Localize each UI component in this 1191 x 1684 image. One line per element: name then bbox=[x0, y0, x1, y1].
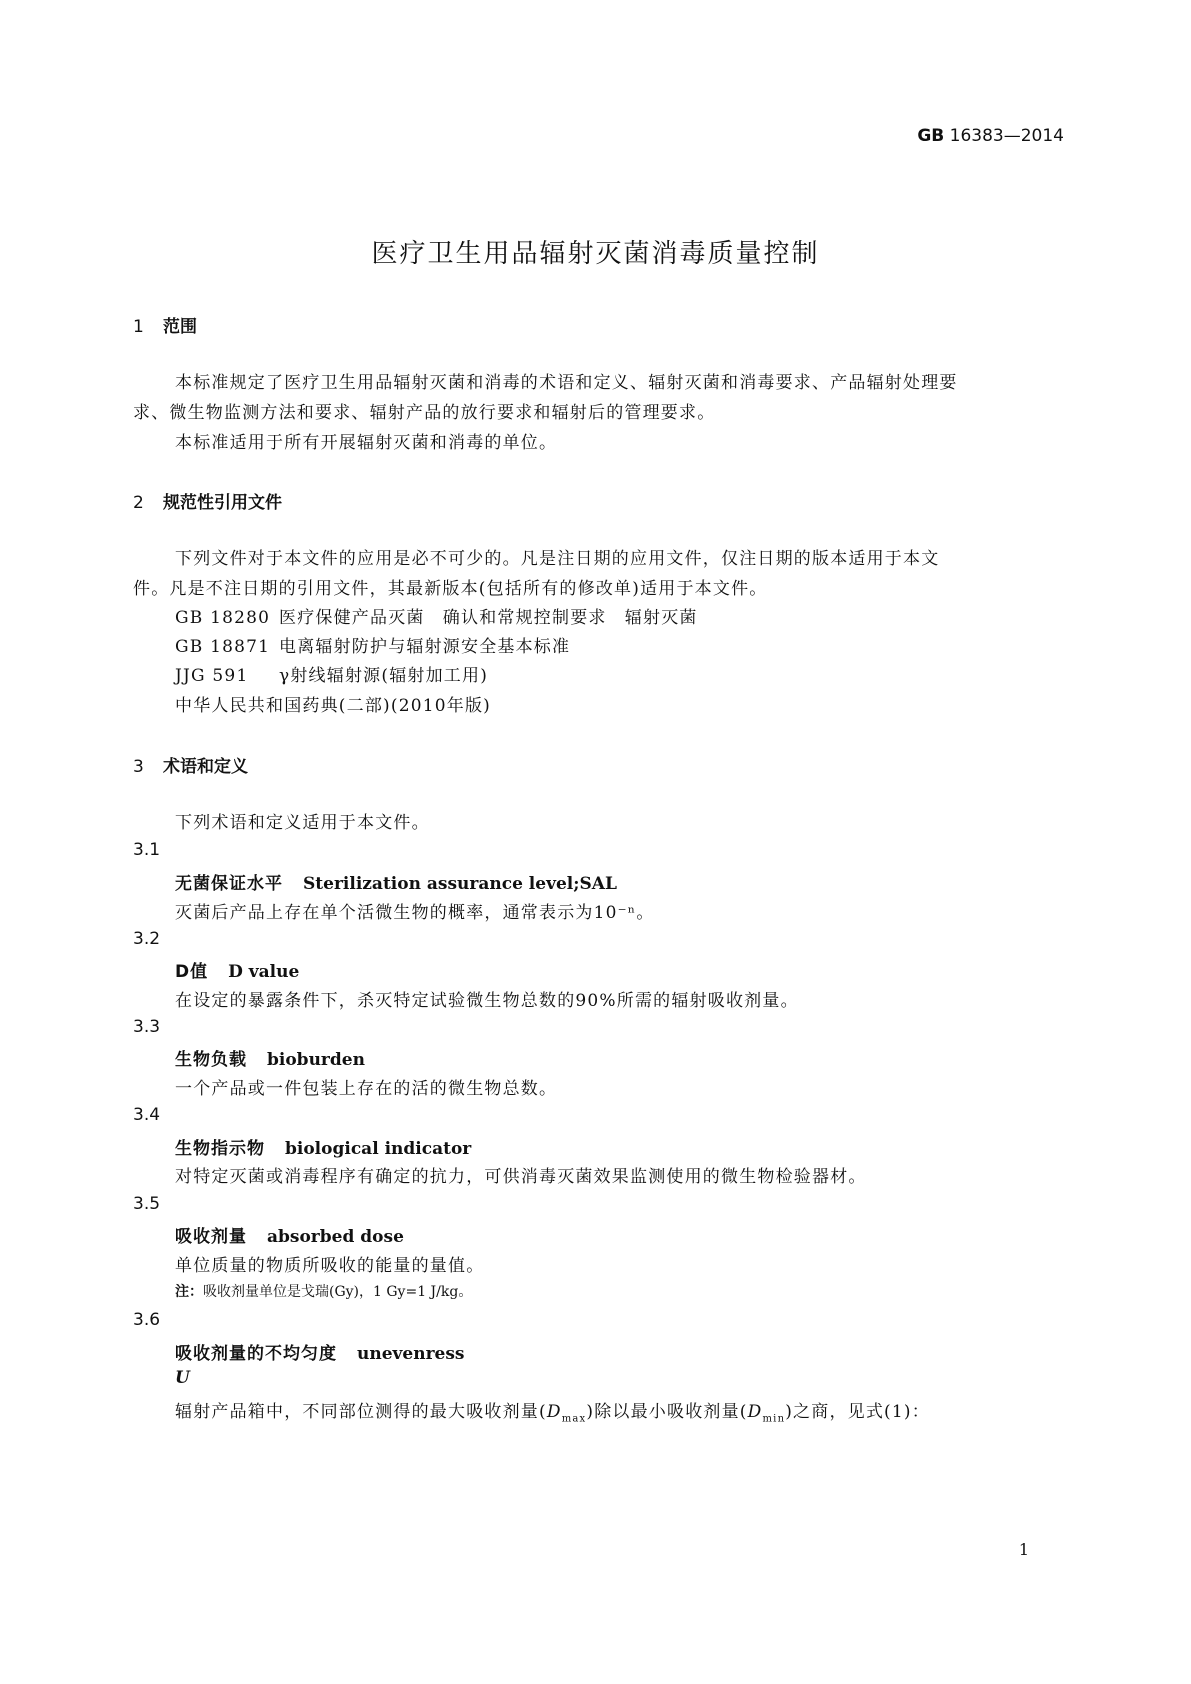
definition-part: 辐射产品箱中，不同部位测得的最大吸收剂量( bbox=[175, 1402, 547, 1422]
page-number: 1 bbox=[1018, 1540, 1029, 1559]
standard-prefix: GB bbox=[917, 126, 945, 146]
symbol-u: U bbox=[175, 1368, 190, 1388]
term-chinese: 生物指示物 bbox=[175, 1139, 265, 1159]
section-1-paragraph-line: 本标准规定了医疗卫生用品辐射灭菌和消毒的术语和定义、辐射灭菌和消毒要求、产品辐射处理要 bbox=[175, 373, 958, 393]
term-heading bbox=[175, 957, 299, 982]
section-title: 术语和定义 bbox=[163, 757, 248, 777]
note-text: 吸收剂量单位是戈瑞(Gy)，1 Gy=1 J/kg。 bbox=[203, 1284, 473, 1300]
section-title: 规范性引用文件 bbox=[163, 493, 282, 513]
standard-number-header bbox=[917, 126, 1064, 146]
term-english: Sterilization assurance level;SAL bbox=[303, 874, 617, 894]
term-note bbox=[175, 1281, 472, 1301]
term-chinese: 无菌保证水平 bbox=[175, 874, 283, 894]
term-symbol bbox=[175, 1368, 190, 1388]
reference-code: GB 18871 bbox=[175, 637, 271, 657]
term-heading bbox=[175, 1045, 365, 1070]
section-number: 3 bbox=[133, 757, 144, 777]
definition-part: )之商，见式(1)： bbox=[785, 1402, 930, 1422]
term-number: 3.1 bbox=[133, 840, 161, 860]
term-number: 3.3 bbox=[133, 1017, 161, 1037]
symbol-d-max: D bbox=[546, 1402, 562, 1422]
term-number: 3.6 bbox=[133, 1310, 161, 1330]
section-title: 范围 bbox=[163, 317, 197, 337]
term-heading bbox=[175, 1222, 404, 1247]
term-english: D value bbox=[228, 962, 300, 982]
term-chinese: 吸收剂量的不均匀度 bbox=[175, 1344, 337, 1364]
reference-code: JJG 591 bbox=[175, 666, 249, 686]
standard-code: 16383—2014 bbox=[949, 126, 1064, 146]
reference-title: 电离辐射防护与辐射源安全基本标准 bbox=[279, 637, 571, 657]
term-definition: 一个产品或一件包装上存在的活的微生物总数。 bbox=[175, 1079, 558, 1099]
reference-code: GB 18280 bbox=[175, 608, 271, 628]
normative-reference bbox=[175, 603, 698, 628]
term-number: 3.5 bbox=[133, 1194, 161, 1214]
normative-reference bbox=[175, 661, 488, 686]
subscript-min: min bbox=[762, 1413, 786, 1425]
section-3-heading bbox=[133, 752, 248, 777]
term-number: 3.2 bbox=[133, 929, 161, 949]
section-2-paragraph-line: 下列文件对于本文件的应用是必不可少的。凡是注日期的应用文件，仅注日期的版本适用于本文 bbox=[175, 549, 940, 569]
section-1-paragraph: 本标准适用于所有开展辐射灭菌和消毒的单位。 bbox=[175, 433, 558, 453]
section-1-paragraph-line: 求、微生物监测方法和要求、辐射产品的放行要求和辐射后的管理要求。 bbox=[133, 403, 716, 423]
document-title: 医疗卫生用品辐射灭菌消毒质量控制 bbox=[371, 239, 820, 269]
section-3-intro: 下列术语和定义适用于本文件。 bbox=[175, 813, 430, 833]
section-number: 2 bbox=[133, 493, 144, 513]
normative-reference bbox=[175, 632, 570, 657]
term-chinese: D值 bbox=[175, 962, 209, 982]
reference-title: 医疗保健产品灭菌 确认和常规控制要求 辐射灭菌 bbox=[279, 608, 698, 628]
term-heading bbox=[175, 1339, 465, 1364]
section-2-paragraph-line: 件。凡是不注日期的引用文件，其最新版本(包括所有的修改单)适用于本文件。 bbox=[133, 579, 768, 599]
term-english: absorbed dose bbox=[267, 1227, 404, 1247]
term-definition bbox=[175, 1397, 930, 1424]
section-2-heading bbox=[133, 488, 282, 513]
term-english: unevenress bbox=[357, 1344, 465, 1364]
note-label: 注： bbox=[175, 1284, 203, 1300]
definition-part: )除以最小吸收剂量( bbox=[586, 1402, 748, 1422]
term-number: 3.4 bbox=[133, 1105, 161, 1125]
section-number: 1 bbox=[133, 317, 144, 337]
term-heading bbox=[175, 869, 617, 894]
section-1-heading bbox=[133, 312, 197, 337]
term-english: biological indicator bbox=[285, 1139, 472, 1159]
term-heading bbox=[175, 1134, 471, 1159]
term-definition: 单位质量的物质所吸收的能量的量值。 bbox=[175, 1256, 485, 1276]
normative-reference-pharmacopoeia: 中华人民共和国药典(二部)(2010年版) bbox=[175, 696, 491, 716]
term-chinese: 吸收剂量 bbox=[175, 1227, 247, 1247]
term-chinese: 生物负载 bbox=[175, 1050, 247, 1070]
term-definition: 在设定的暴露条件下，杀灭特定试验微生物总数的90%所需的辐射吸收剂量。 bbox=[175, 991, 799, 1011]
term-definition: 对特定灭菌或消毒程序有确定的抗力，可供消毒灭菌效果监测使用的微生物检验器材。 bbox=[175, 1167, 867, 1187]
symbol-d-min: D bbox=[747, 1402, 763, 1422]
subscript-max: max bbox=[561, 1413, 587, 1425]
reference-title: γ射线辐射源(辐射加工用) bbox=[279, 666, 489, 686]
term-definition: 灭菌后产品上存在单个活微生物的概率，通常表示为10⁻ⁿ。 bbox=[175, 903, 655, 923]
term-english: bioburden bbox=[267, 1050, 365, 1070]
